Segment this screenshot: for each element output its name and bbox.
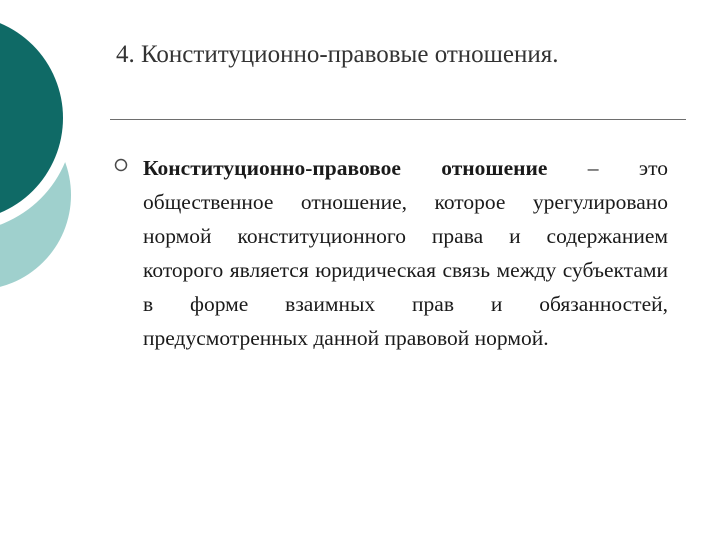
title-divider — [110, 119, 686, 120]
definition-paragraph — [143, 151, 668, 355]
slide-title: 4. Конституционно-правовые отношения. — [116, 41, 559, 68]
defined-term: Конституционно-правовое отношение — [143, 156, 548, 180]
definition-text: – это общественное отношение, которое урегулировано нормой конституционного права и содержанием которого является юридическая связь между субъектами в форме взаимных прав и обязанностей, предусмотренных данной правовой нормой. — [143, 156, 669, 350]
hollow-circle-bullet-icon — [114, 158, 128, 172]
